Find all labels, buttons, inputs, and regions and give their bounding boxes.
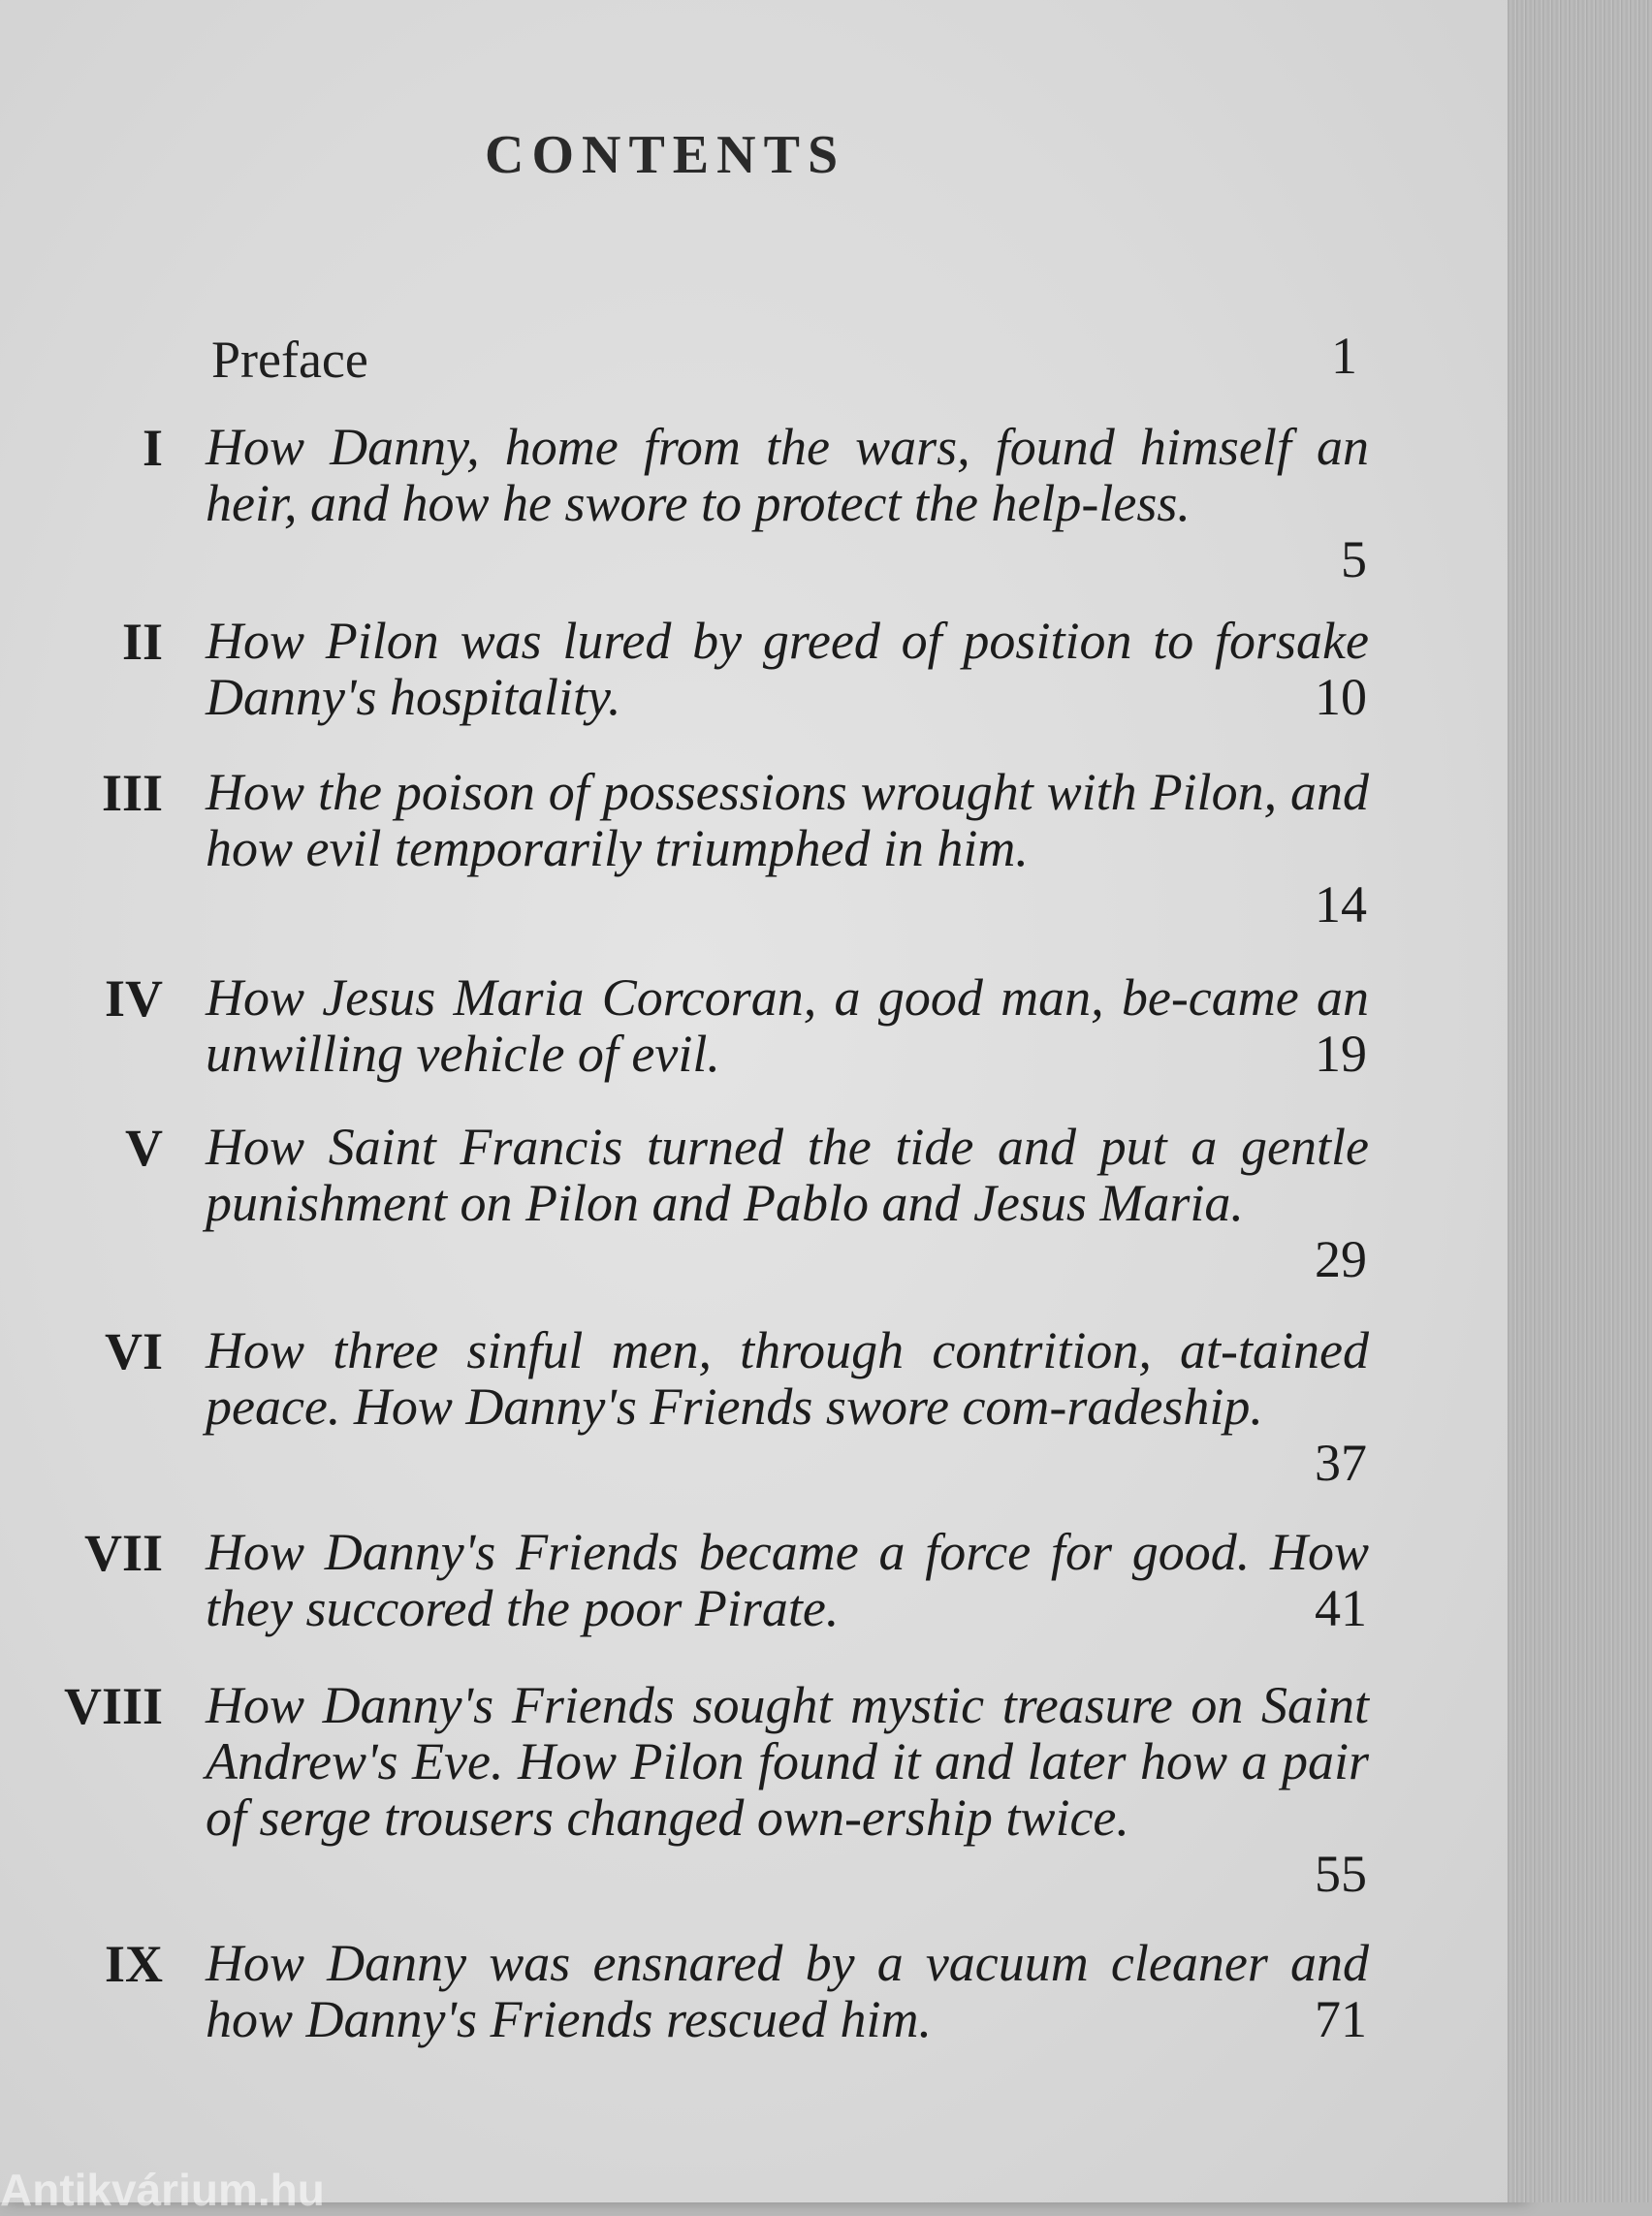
chapter-numeral: VIII: [63, 1677, 163, 1735]
watermark: Antikvárium.hu: [0, 2165, 325, 2215]
contents-heading: CONTENTS: [485, 125, 846, 185]
chapter-numeral: V: [125, 1119, 163, 1177]
chapter-numeral: IV: [104, 969, 163, 1028]
chapter-title: How the poison of possessions wrought with Pilon, and how evil temporarily triumphed in him.: [206, 763, 1369, 877]
chapter-page-number: 29: [1315, 1230, 1367, 1288]
chapter-numeral: II: [121, 613, 163, 671]
preface-page-number: 1: [1331, 327, 1357, 385]
chapter-page-number: 37: [1315, 1434, 1367, 1492]
chapter-numeral: IX: [104, 1935, 163, 1993]
chapter-page-number: 71: [1315, 1990, 1367, 2048]
chapter-numeral: I: [142, 419, 163, 477]
chapter-title: How three sinful men, through contrition, at-tained peace. How Danny's Friends swore com-radeship.: [206, 1321, 1369, 1436]
chapter-page-number: 5: [1341, 530, 1367, 588]
chapter-numeral: VII: [83, 1524, 163, 1582]
chapter-numeral: III: [101, 764, 163, 822]
chapter-title: How Saint Francis turned the tide and put a gentle punishment on Pilon and Pablo and Jesus Maria.: [206, 1118, 1369, 1232]
chapter-page-number: 41: [1315, 1579, 1367, 1637]
page-edge-stack: [1508, 0, 1652, 2202]
chapter-page-number: 19: [1315, 1025, 1367, 1083]
chapter-numeral: VI: [104, 1322, 163, 1380]
chapter-page-number: 55: [1315, 1845, 1367, 1903]
chapter-title: How Danny, home from the wars, found himself an heir, and how he swore to protect the help-less.: [206, 418, 1369, 532]
chapter-page-number: 10: [1315, 668, 1367, 726]
chapter-title: How Danny's Friends sought mystic treasure on Saint Andrew's Eve. How Pilon found it and later how a pair of serge trousers changed own-ership twice.: [206, 1676, 1369, 1847]
chapter-title: How Danny's Friends became a force for good. How they succored the poor Pirate.: [206, 1523, 1369, 1637]
chapter-title: How Jesus Maria Corcoran, a good man, be-came an unwilling vehicle of evil.: [206, 968, 1369, 1083]
chapter-title: How Pilon was lured by greed of position to forsake Danny's hospitality.: [206, 612, 1369, 726]
preface-label: Preface: [211, 331, 368, 389]
chapter-page-number: 14: [1315, 875, 1367, 934]
chapter-title: How Danny was ensnared by a vacuum cleaner and how Danny's Friends rescued him.: [206, 1934, 1369, 2048]
